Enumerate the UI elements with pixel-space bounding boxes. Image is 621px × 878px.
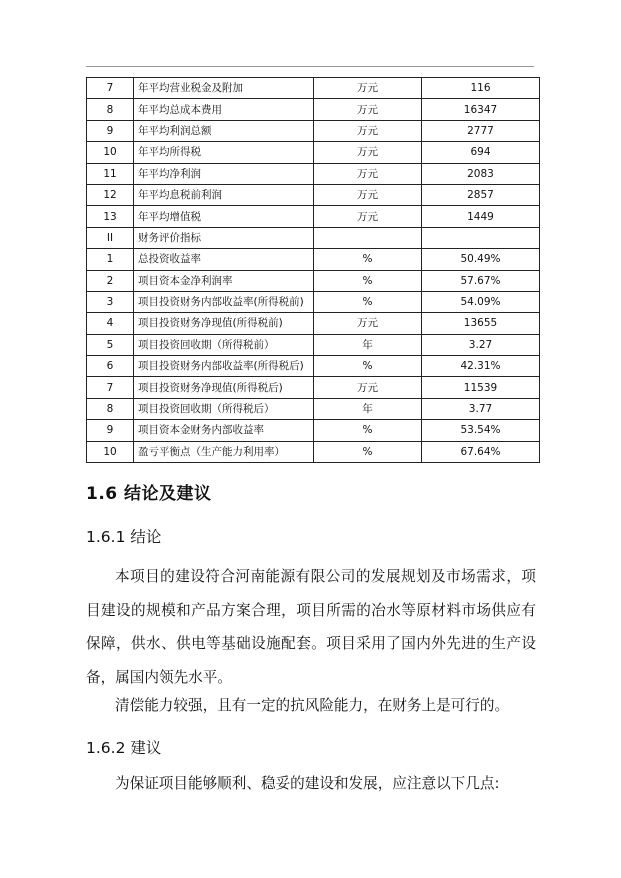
unit-cell: 年	[314, 398, 422, 419]
row-number-cell: 4	[87, 313, 134, 334]
table-body	[87, 78, 540, 463]
indicator-name-cell: 年平均利润总额	[134, 120, 314, 141]
value-cell: 67.64%	[422, 441, 540, 462]
table-row	[87, 356, 540, 377]
indicator-name-cell: 总投资收益率	[134, 249, 314, 270]
table-row	[87, 206, 540, 227]
suggestion-paragraph-1: 为保证项目能够顺利、稳妥的建设和发展，应注意以下几点:	[115, 775, 500, 792]
row-number-cell: 3	[87, 291, 134, 312]
unit-cell: %	[314, 291, 422, 312]
value-cell	[422, 227, 540, 248]
unit-cell: %	[314, 356, 422, 377]
table-row	[87, 441, 540, 462]
table-row	[87, 142, 540, 163]
unit-cell: 万元	[314, 313, 422, 334]
value-cell: 116	[422, 78, 540, 99]
table-row	[87, 334, 540, 355]
row-number-cell: 9	[87, 120, 134, 141]
section-heading: 1.6 结论及建议	[86, 484, 212, 504]
row-number-cell: 10	[87, 441, 134, 462]
value-cell: 42.31%	[422, 356, 540, 377]
row-number-cell: 8	[87, 99, 134, 120]
financial-indicators-table	[86, 77, 540, 463]
indicator-name-cell: 盈亏平衡点（生产能力利用率）	[134, 441, 314, 462]
indicator-name-cell: 财务评价指标	[134, 227, 314, 248]
table-row	[87, 227, 540, 248]
unit-cell	[314, 227, 422, 248]
table-row	[87, 420, 540, 441]
indicator-name-cell: 年平均营业税金及附加	[134, 78, 314, 99]
unit-cell: 万元	[314, 206, 422, 227]
value-cell: 54.09%	[422, 291, 540, 312]
row-number-cell: 1	[87, 249, 134, 270]
value-cell: 2857	[422, 184, 540, 205]
table-row	[87, 184, 540, 205]
indicator-name-cell: 年平均息税前利润	[134, 184, 314, 205]
conclusion-heading: 1.6.1 结论	[86, 528, 162, 546]
unit-cell: 万元	[314, 78, 422, 99]
indicator-name-cell: 项目投资财务内部收益率(所得税后)	[134, 356, 314, 377]
row-number-cell: 2	[87, 270, 134, 291]
row-number-cell: 9	[87, 420, 134, 441]
value-cell: 3.27	[422, 334, 540, 355]
row-number-cell: 10	[87, 142, 134, 163]
unit-cell: 万元	[314, 377, 422, 398]
value-cell: 57.67%	[422, 270, 540, 291]
value-cell: 1449	[422, 206, 540, 227]
table-row	[87, 291, 540, 312]
indicator-name-cell: 项目资本金财务内部收益率	[134, 420, 314, 441]
unit-cell: 万元	[314, 120, 422, 141]
unit-cell: 万元	[314, 142, 422, 163]
indicator-name-cell: 年平均所得税	[134, 142, 314, 163]
value-cell: 2083	[422, 163, 540, 184]
row-number-cell: 7	[87, 377, 134, 398]
value-cell: 3.77	[422, 398, 540, 419]
indicator-name-cell: 项目资本金净利润率	[134, 270, 314, 291]
table-row	[87, 249, 540, 270]
unit-cell: %	[314, 249, 422, 270]
row-number-cell: II	[87, 227, 134, 248]
row-number-cell: 12	[87, 184, 134, 205]
conclusion-paragraph-1: 本项目的建设符合河南能源有限公司的发展规划及市场需求，项目建设的规模和产品方案合理，项目所需的冶水等原材料市场供应有保障，供水、供电等基础设施配套。项目采用了国内外先进的生产设备，属国内领先水平。	[86, 568, 536, 686]
indicator-name-cell: 项目投资财务净现值(所得税后)	[134, 377, 314, 398]
value-cell: 16347	[422, 99, 540, 120]
indicator-name-cell: 项目投资回收期（所得税前）	[134, 334, 314, 355]
table-row	[87, 398, 540, 419]
table-row	[87, 99, 540, 120]
table-row	[87, 270, 540, 291]
unit-cell: %	[314, 441, 422, 462]
value-cell: 53.54%	[422, 420, 540, 441]
indicator-name-cell: 年平均净利润	[134, 163, 314, 184]
unit-cell: 万元	[314, 184, 422, 205]
table-row	[87, 377, 540, 398]
page-header-rule	[86, 66, 534, 67]
row-number-cell: 7	[87, 78, 134, 99]
table-row	[87, 120, 540, 141]
indicator-name-cell: 年平均增值税	[134, 206, 314, 227]
row-number-cell: 5	[87, 334, 134, 355]
suggestion-heading: 1.6.2 建议	[86, 739, 162, 757]
indicator-name-cell: 项目投资财务净现值(所得税前)	[134, 313, 314, 334]
indicator-name-cell: 项目投资财务内部收益率(所得税前)	[134, 291, 314, 312]
row-number-cell: 11	[87, 163, 134, 184]
table-row	[87, 313, 540, 334]
table-row	[87, 78, 540, 99]
table-row	[87, 163, 540, 184]
unit-cell: %	[314, 270, 422, 291]
row-number-cell: 8	[87, 398, 134, 419]
unit-cell: 万元	[314, 163, 422, 184]
unit-cell: 万元	[314, 99, 422, 120]
unit-cell: %	[314, 420, 422, 441]
row-number-cell: 13	[87, 206, 134, 227]
indicator-name-cell: 年平均总成本费用	[134, 99, 314, 120]
conclusion-paragraph-2: 清偿能力较强，且有一定的抗风险能力，在财务上是可行的。	[115, 697, 510, 714]
value-cell: 13655	[422, 313, 540, 334]
indicator-name-cell: 项目投资回收期（所得税后）	[134, 398, 314, 419]
unit-cell: 年	[314, 334, 422, 355]
value-cell: 694	[422, 142, 540, 163]
value-cell: 11539	[422, 377, 540, 398]
row-number-cell: 6	[87, 356, 134, 377]
value-cell: 50.49%	[422, 249, 540, 270]
value-cell: 2777	[422, 120, 540, 141]
